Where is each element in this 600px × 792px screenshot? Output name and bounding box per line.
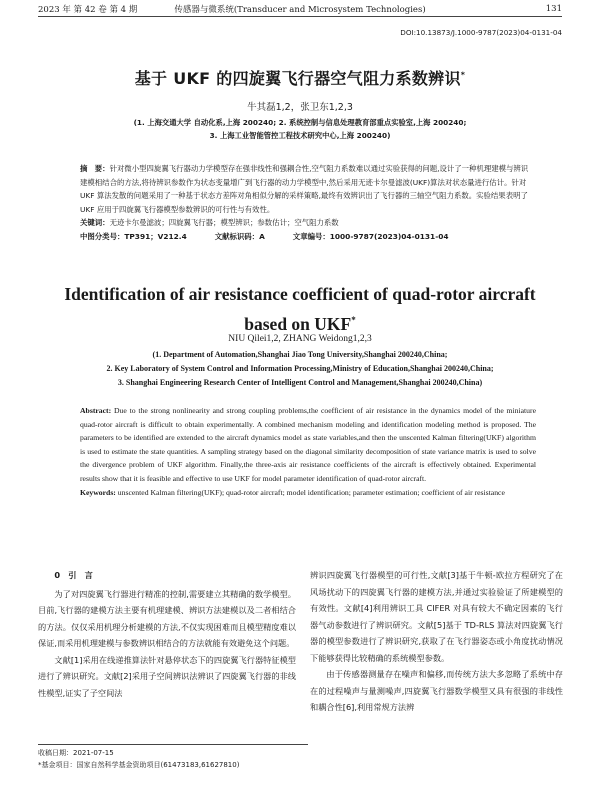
classification-row <box>80 230 534 244</box>
chinese-affiliation-line: (1. 上海交通大学 自动化系,上海 200240; 2. 系统控制与信息处理教育部重点实验室,上海 200240; <box>133 118 467 127</box>
english-abstract-text: Due to the strong nonlinearity and strong coupling problems,the coefficient of air resistance in the dynamics model of the miniature quad-rotor aircraft is difficult to obtain experimentally. A combined mechanism modeling and identification modeling method is proposed. The parameters to be identified are extended to the aircraft dynamics model as state variables,and then the unscented Kalman filtering(UKF) algorithm is used to estimate the state quantities. A sampling strategy based on the diagonal similarity decomposition of state variance matrix is used to solve the divergence problem of UKF algorithm. Finally,the three-axis air resistance coefficients of the aircraft is effectively obtained. Experimental results show that it is feasible and effective to use UKF for model parameter identification of quad-rotor aircraft. <box>80 406 537 483</box>
chinese-abstract-label: 摘 要： <box>80 164 110 173</box>
english-affiliations <box>30 348 570 390</box>
body-paragraph: 辨识四旋翼飞行器模型的可行性,文献[3]基于牛顿-欧拉方程研究了在风场扰动下的四旋翼飞行器的建模方法,并通过实验验证了所建模型的有效性。文献[4]利用辨识工具 CIFER 对具有较大不确定因素的飞行器气动参数进行了辨识研究。文献[5]基于 TD-RLS 算法对四旋翼飞行器的模型参数进行了辨识研究,获取了在飞行器姿态或小角度扰动情况下能够获得比较精确的系统模型参数。 <box>310 570 563 663</box>
page-number: 131 <box>545 3 562 14</box>
english-keywords-text: unscented Kalman filtering(UKF); quad-rotor aircraft; model identification; parameter estimation; coefficient of air resistance <box>117 487 505 497</box>
english-abstract-block <box>80 404 536 499</box>
clc-number: 中图分类号：TP391；V212.4 <box>80 231 187 241</box>
doi: DOI:10.13873/J.1000-9787(2023)04-0131-04 <box>400 28 562 37</box>
english-title-text: Identification of air resistance coefficient of quad-rotor aircraft based on UKF <box>64 284 536 334</box>
running-header <box>38 3 562 17</box>
document-code: 文献标识码：A <box>214 231 265 241</box>
english-affiliation-line: 3. Shanghai Engineering Research Center of Intelligent Control and Management,Shanghai 200240,China) <box>117 378 483 387</box>
chinese-authors: 牛其磊1,2，张卫东1,2,3 <box>247 102 353 113</box>
footnote <box>38 744 308 771</box>
english-affiliation-line: (1. Department of Automation,Shanghai Jiao Tong University,Shanghai 200240,China; <box>152 350 448 359</box>
chinese-affiliation-line: 3. 上海工业智能管控工程技术研究中心,上海 200240) <box>209 130 391 140</box>
section-heading-introduction: 0 引 言 <box>54 570 93 580</box>
english-title-footnote-mark: * <box>351 315 356 325</box>
english-abstract <box>80 404 536 486</box>
chinese-title-footnote-mark: * <box>460 70 466 80</box>
article-number: 文章编号：1000-9787(2023)04-0131-04 <box>292 231 449 241</box>
body-column-right <box>310 567 563 716</box>
journal-issue: 2023 年 第 42 卷 第 4 期 <box>38 4 138 15</box>
received-date: 收稿日期：2021-07-15 <box>38 749 114 757</box>
english-title <box>60 281 540 337</box>
chinese-keywords-text: 无迹卡尔曼滤波；四旋翼飞行器；模型辨识；参数估计；空气阻力系数 <box>109 218 339 227</box>
body-column-left <box>38 567 296 701</box>
chinese-abstract-block <box>80 162 534 243</box>
english-abstract-label: Abstract: <box>80 406 112 415</box>
chinese-abstract-text: 针对微小型四旋翼飞行器动力学模型存在强非线性和强耦合性,空气阻力系数难以通过实验获得的问题,设计了一种机理建模与辨识建模相结合的方法,将待辨识参数作为状态变量增广到飞行器的动力学模型中,然后采用无迹卡尔曼滤波(UKF)算法对状态量进行估计。针对 UKF 算法发散的问题采用了一种基于状态方差阵对角相似分解的采样策略,最终有效辨识出了飞行器的三轴空气阻力系数。实验结果表明了 UKF 应用于四旋翼飞行器模型参数辨识的可行性与有效性。 <box>80 164 529 214</box>
english-authors: NIU Qilei1,2, ZHANG Weidong1,2,3 <box>228 334 372 344</box>
chinese-title <box>0 66 600 89</box>
chinese-keywords-label: 关键词： <box>80 218 110 227</box>
body-paragraph: 为了对四旋翼飞行器进行精准的控制,需要建立其精确的数学模型。目前,飞行器的建模方法主要有机理建模、辨识方法建模以及二者相结合的方法。仅仅采用机理分析建模的方法,不仅实现困难而且模型精度难以保证,而采用机理建模与参数辨识相结合的方法就能有效避免这个问题。 <box>38 588 296 648</box>
journal-name: 传感器与微系统(Transducer and Microsystem Technologies) <box>174 5 426 15</box>
chinese-abstract <box>80 162 534 216</box>
chinese-keywords <box>80 216 534 230</box>
chinese-affiliations <box>40 117 560 142</box>
english-keywords-label: Keywords: <box>80 487 116 497</box>
chinese-title-text: 基于 UKF 的四旋翼飞行器空气阻力系数辨识 <box>134 69 461 88</box>
english-keywords <box>80 486 536 500</box>
body-paragraph: 文献[1]采用在线递推算法针对悬停状态下的四旋翼飞行器特征模型进行了辨识研究。文献[2]采用子空间辨识法辨识了四旋翼飞行器的非线性模型,证实了子空间法 <box>38 654 296 698</box>
fund-note: *基金项目：国家自然科学基金资助项目(61473183,61627810) <box>38 761 240 769</box>
body-paragraph: 由于传感器测量存在噪声和偏移,而传统方法大多忽略了系统中存在的过程噪声与量测噪声,四旋翼飞行器数学模型又具有很强的非线性和耦合性[6],利用常规方法辨 <box>310 669 563 712</box>
english-affiliation-line: 2. Key Laboratory of System Control and Information Processing,Ministry of Education,Shanghai 200240,China; <box>106 364 494 373</box>
